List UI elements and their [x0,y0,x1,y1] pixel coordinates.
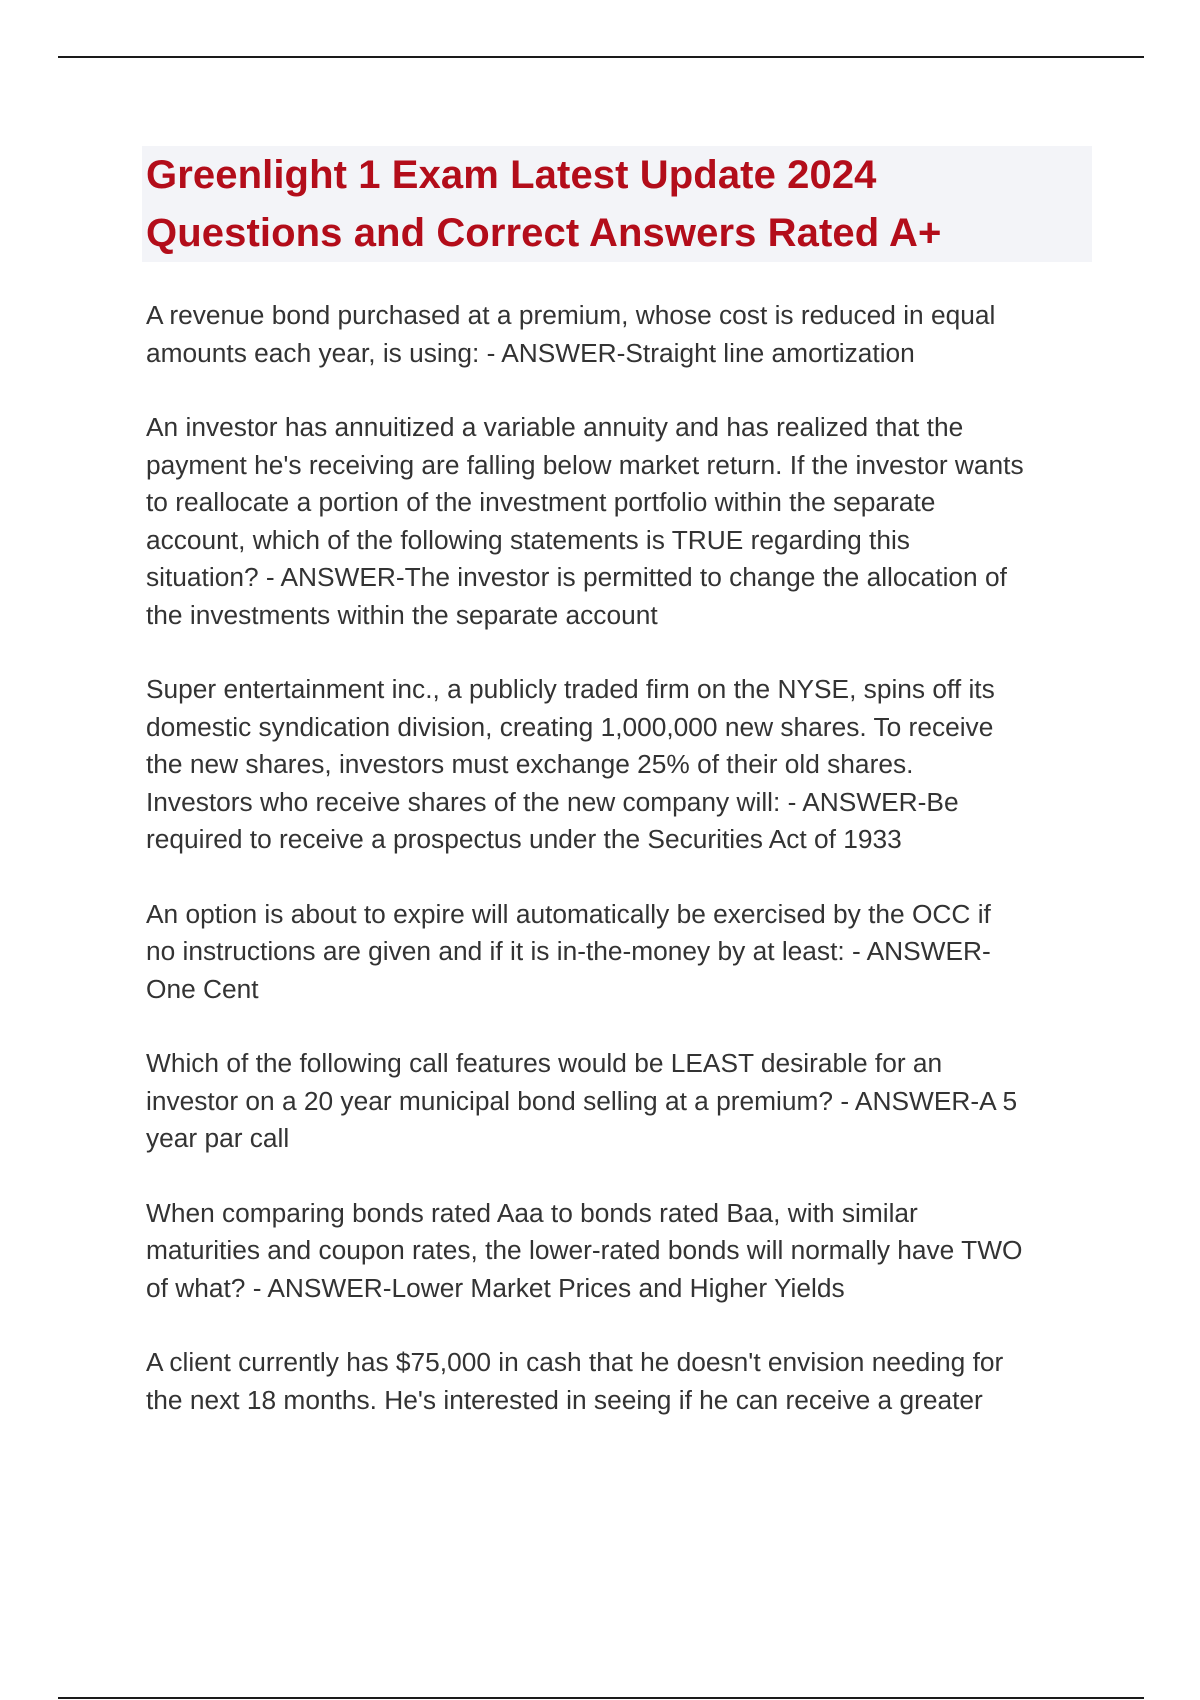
top-rule [58,56,1144,58]
question-line: When comparing bonds rated Aaa to bonds rated Baa, with similar [146,1197,918,1228]
title-box [142,146,1092,262]
document-title [146,146,1088,262]
question-line: An option is about to expire will automatically be exercised by the OCC if [146,898,991,929]
question-line: Which of the following call features would be LEAST desirable for an [146,1048,943,1078]
question-line: year par call [146,1123,290,1153]
question-answer-item [146,671,1096,859]
question-answer-item [146,1045,1096,1158]
question-line: investor on a 20 year municipal bond selling at a premium? - ANSWER-A 5 [146,1085,1018,1116]
question-line: One Cent [146,973,259,1004]
question-line: domestic syndication division, creating 1,000,000 new shares. To receive [146,711,994,742]
question-answer-item [146,297,1096,372]
question-line: Investors who receive shares of the new company will: - ANSWER-Be [146,786,959,817]
question-line: to reallocate a portion of the investment portfolio within the separate [146,487,936,517]
question-answer-item [146,1195,1096,1308]
question-answer-item [146,1344,1096,1419]
question-line: payment he's receiving are falling below market return. If the investor wants [146,449,1024,480]
question-line: required to receive a prospectus under the Securities Act of 1933 [146,824,902,854]
question-line: account, which of the following statements is TRUE regarding this [146,524,910,555]
question-line: no instructions are given and if it is in-the-money by at least: - ANSWER- [146,936,991,966]
question-line: situation? - ANSWER-The investor is permitted to change the allocation of [146,562,1007,592]
question-line: of what? - ANSWER-Lower Market Prices and Higher Yields [146,1272,845,1303]
question-line: the investments within the separate account [146,599,658,630]
question-list [146,297,1096,1456]
title-line-1: Greenlight 1 Exam Latest Update 2024 [146,153,877,197]
title-line-2: Questions and Correct Answers Rated A+ [146,211,942,255]
bottom-rule [58,1697,1144,1699]
question-line: maturities and coupon rates, the lower-rated bonds will normally have TWO [146,1235,1023,1265]
question-answer-item [146,409,1096,634]
question-line: amounts each year, is using: - ANSWER-Straight line amortization [146,337,915,368]
question-answer-item [146,896,1096,1009]
question-line: A revenue bond purchased at a premium, whose cost is reduced in equal [146,300,996,330]
question-line: An investor has annuitized a variable annuity and has realized that the [146,412,964,442]
question-line: the next 18 months. He's interested in seeing if he can receive a greater [146,1384,983,1415]
question-line: A client currently has $75,000 in cash that he doesn't envision needing for [146,1347,1004,1377]
question-line: Super entertainment inc., a publicly traded firm on the NYSE, spins off its [146,674,995,704]
question-line: the new shares, investors must exchange 25% of their old shares. [146,749,914,779]
